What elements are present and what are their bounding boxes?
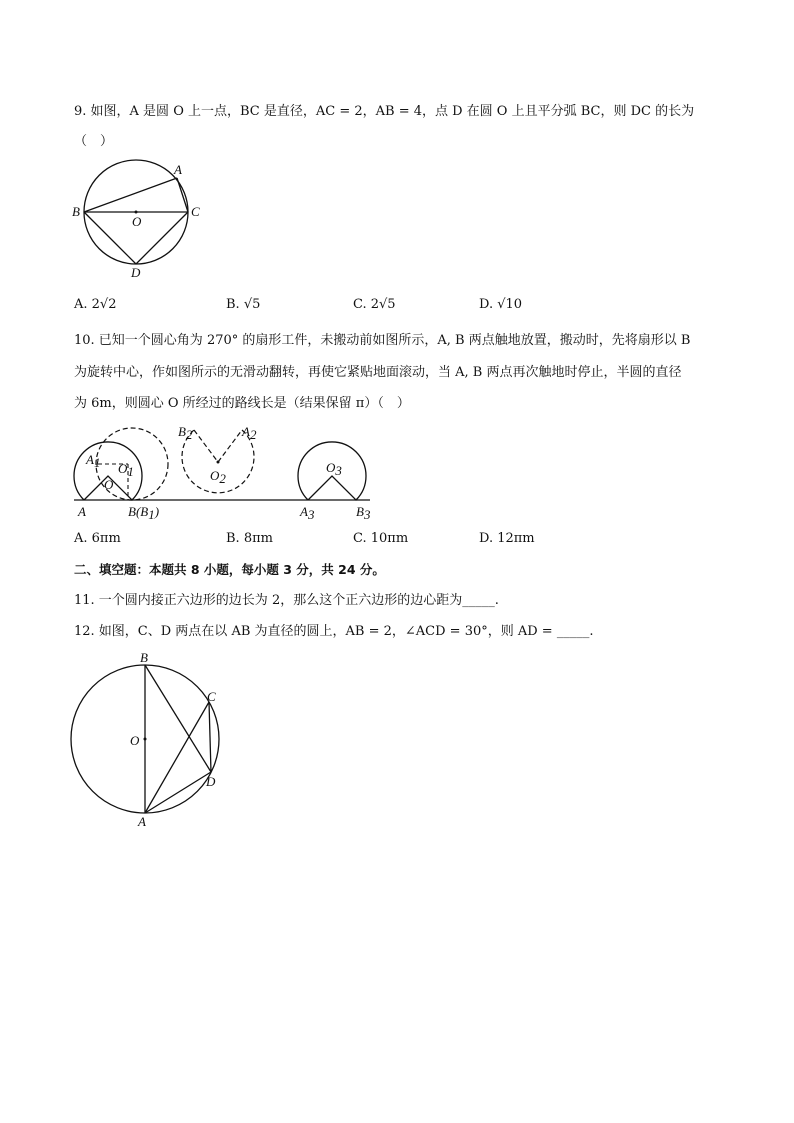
- q11-text: 11. 一个圆内接正六边形的边长为 2，那么这个正六边形的边心距为_____.: [74, 593, 499, 608]
- q9-chord-ba: [84, 178, 177, 212]
- q12-text: 12. 如图，C、D 两点在以 AB 为直径的圆上，AB = 2，∠ACD = 30°，则 AD = _____.: [74, 624, 594, 639]
- q9-chord-bd: [84, 212, 136, 264]
- q10-label-a2: A2: [242, 424, 257, 442]
- q9-label-o: O: [132, 214, 142, 229]
- q10-label-a3: A3: [300, 504, 315, 522]
- q9-label-c: C: [191, 204, 200, 219]
- q10-figure: [70, 420, 380, 520]
- q9-line-2: （ ）: [74, 134, 114, 149]
- q9-label-b: B: [72, 204, 80, 219]
- q12-figure: [68, 648, 228, 828]
- q9-figure: [70, 156, 210, 281]
- q10-label-a1: A1: [86, 452, 101, 470]
- q12-label-c: C: [207, 689, 216, 704]
- q10-option-a: A. 6πm: [74, 531, 121, 546]
- q10-line-3: 为 6m，则圆心 O 所经过的路线长是（结果保留 π）（ ）: [74, 396, 410, 411]
- q12-label-a: A: [138, 814, 146, 829]
- q10-label-b-b1: B(B1): [128, 504, 160, 522]
- q9-option-b: B. √5: [226, 297, 261, 312]
- q10-label-o2: O2: [210, 468, 226, 486]
- q10-line-2: 为旋转中心，作如图所示的无滑动翻转，再使它紧贴地面滚动，当 A, B 两点再次触地时停止，半圆的直径: [74, 365, 682, 380]
- q12-chord-ac: [145, 702, 209, 813]
- q12-center-dot: [144, 738, 147, 741]
- q9-line-1: 9. 如图，A 是圆 O 上一点，BC 是直径，AC = 2，AB = 4，点 D 在圆 O 上且平分弧 BC，则 DC 的长为: [74, 104, 695, 119]
- q9-option-c: C. 2√5: [353, 297, 396, 312]
- q9-option-d: D. √10: [479, 297, 523, 312]
- q9-chord-dc: [136, 212, 188, 264]
- q10-option-d: D. 12πm: [479, 531, 535, 546]
- q10-label-b3: B3: [356, 504, 371, 522]
- q12-chord-ad: [145, 772, 211, 813]
- q10-line-1: 10. 已知一个圆心角为 270° 的扇形工件，未搬动前如图所示，A, B 两点触地放置，搬动时，先将扇形以 B: [74, 333, 691, 348]
- q9-chord-ac: [177, 178, 188, 212]
- q12-label-o: O: [130, 733, 140, 748]
- q12-chord-cd: [209, 702, 211, 772]
- q12-label-d: D: [206, 774, 216, 789]
- q10-option-c: C. 10πm: [353, 531, 409, 546]
- q9-option-a: A. 2√2: [74, 297, 117, 312]
- q10-label-a: A: [78, 504, 86, 519]
- q10-label-o3: O3: [326, 460, 342, 478]
- q10-option-b: B. 8πm: [226, 531, 273, 546]
- q10-center-o2-dot: [217, 461, 220, 464]
- q10-label-o: O: [104, 477, 114, 492]
- q10-label-o1: O1: [118, 461, 134, 479]
- q9-label-a: A: [174, 162, 182, 177]
- section-2-heading: 二、填空题：本题共 8 小题，每小题 3 分，共 24 分。: [74, 562, 385, 577]
- q9-label-d: D: [131, 265, 141, 280]
- q10-label-b2: B2: [178, 424, 193, 442]
- q12-label-b: B: [140, 650, 148, 665]
